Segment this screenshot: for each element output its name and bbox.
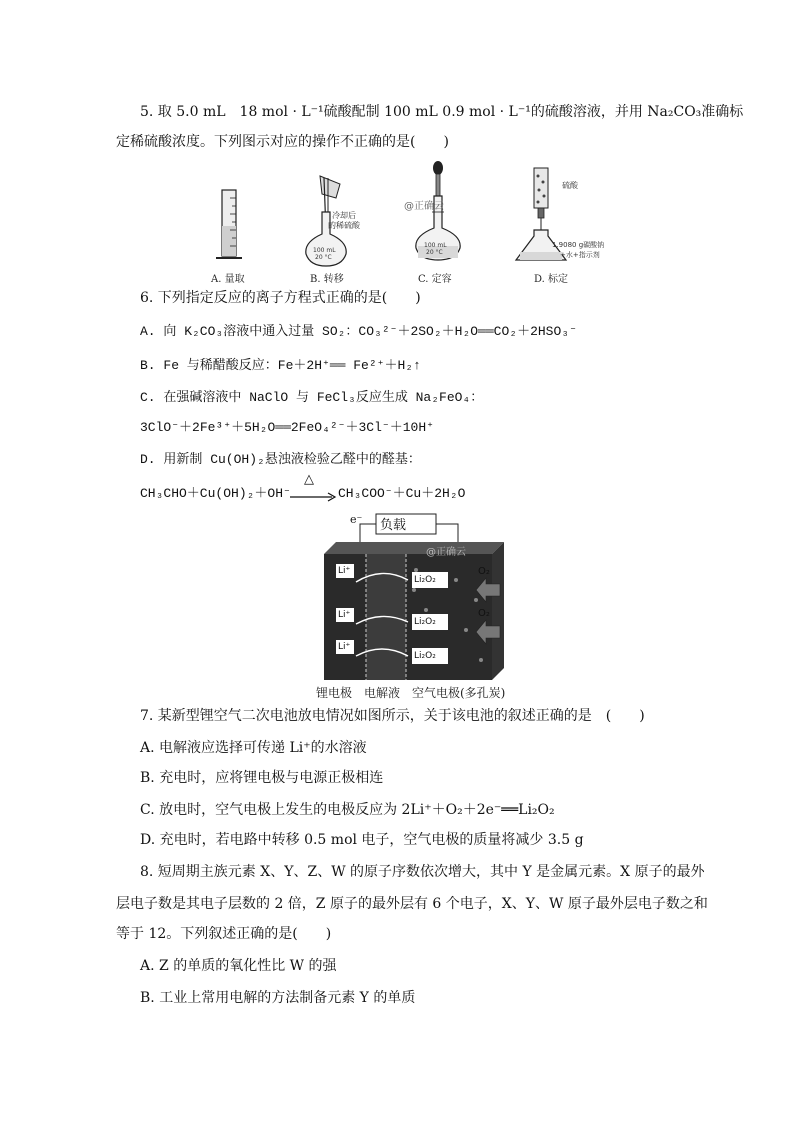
label-cool: 冷却后 — [332, 211, 356, 220]
q7-option-c: C. 放电时，空气电极上发生的电极反应为 2Li⁺＋O₂＋2e⁻══Li₂O₂ — [140, 802, 555, 818]
flask-temp-c: 20 °C — [426, 249, 443, 256]
o2-label-1: O₂ — [478, 566, 490, 577]
q6-option-d-right: CH₃COO⁻＋Cu＋2H₂O — [338, 486, 466, 501]
li2o2-1: Li₂O₂ — [414, 575, 436, 585]
label-air-electrode: 空气电极(多孔炭) — [412, 686, 506, 700]
q6-option-d-left: CH₃CHO＋Cu(OH)₂＋OH⁻ — [140, 486, 291, 501]
q6-option-c: C. 在强碱溶液中 NaClO 与 FeCl₃反应生成 Na₂FeO₄： — [140, 390, 484, 405]
graduated-cylinder-icon — [210, 186, 250, 266]
q8-line1: 8. 短周期主族元素 X、Y、Z、W 的原子序数依次增大，其中 Y 是金属元素。X 原子的最外 — [140, 864, 705, 880]
q6-option-a: A. 向 K₂CO₃溶液中通入过量 SO₂：CO₃²⁻＋2SO₂＋H₂O══CO₂＋2HSO₃⁻ — [140, 324, 577, 339]
load-label: 负载 — [380, 518, 407, 533]
caption-b: B. 转移 — [310, 274, 344, 285]
li-ion-3: Li⁺ — [338, 642, 351, 652]
heat-symbol: △ — [304, 472, 314, 487]
q6-option-b: B. Fe 与稀醋酸反应：Fe＋2H⁺══ Fe²⁺＋H₂↑ — [140, 358, 421, 373]
li2o2-3: Li₂O₂ — [414, 651, 436, 661]
q7-stem: 7. 某新型锂空气二次电池放电情况如图所示，关于该电池的叙述正确的是 ( ) — [140, 708, 645, 724]
flask-temp-b: 20 °C — [315, 254, 332, 261]
q5-line1: 5. 取 5.0 mL 18 mol · L⁻¹硫酸配制 100 mL 0.9 mol · L⁻¹的硫酸溶液，并用 Na₂CO₃准确标 — [140, 104, 744, 120]
o2-label-2: O₂ — [478, 608, 490, 619]
label-electrolyte: 电解液 — [364, 686, 401, 700]
li-ion-2: Li⁺ — [338, 610, 351, 620]
flask-volume-b: 100 mL — [313, 247, 336, 254]
label-lithium-electrode: 锂电极 — [316, 686, 353, 700]
battery-body-icon — [316, 510, 530, 690]
caption-a: A. 量取 — [211, 274, 245, 285]
q6-option-c-equation: 3ClO⁻＋2Fe³⁺＋5H₂O══2FeO₄²⁻＋3Cl⁻＋10H⁺ — [140, 420, 434, 435]
watermark-figure-c: @正确云 — [404, 201, 444, 212]
q7-option-a: A. 电解液应选择可传递 Li⁺的水溶液 — [140, 740, 367, 756]
electron-label: e⁻ — [350, 513, 363, 526]
q6-stem: 6. 下列指定反应的离子方程式正确的是( ) — [140, 290, 421, 306]
q8-option-a: A. Z 的单质的氧化性比 W 的强 — [140, 958, 337, 974]
q8-option-b: B. 工业上常用电解的方法制备元素 Y 的单质 — [140, 990, 416, 1006]
reaction-arrow-icon — [290, 492, 336, 502]
q7-option-b: B. 充电时，应将锂电极与电源正极相连 — [140, 770, 384, 786]
caption-d: D. 标定 — [534, 274, 569, 285]
watermark-battery: @正确云 — [426, 547, 466, 558]
flask-volume-c: 100 mL — [424, 242, 447, 249]
li-ion-1: Li⁺ — [338, 566, 351, 576]
q5-line2: 定稀硫酸浓度。下列图示对应的操作不正确的是( ) — [116, 134, 449, 150]
q7-option-d: D. 充电时，若电路中转移 0.5 mol 电子，空气电极的质量将减少 3.5 g — [140, 832, 584, 848]
q8-line2: 层电子数是其电子层数的 2 倍，Z 原子的最外层有 6 个电子，X、Y、W 原子最外层电子数之和 — [116, 896, 708, 912]
q8-line3: 等于 12。下列叙述正确的是( ) — [116, 926, 332, 942]
label-water-indicator: +水+指示剂 — [560, 251, 600, 259]
caption-c: C. 定容 — [418, 274, 452, 285]
li2o2-2: Li₂O₂ — [414, 617, 436, 627]
label-sulfuric-acid: 硫酸 — [562, 181, 578, 190]
label-sodium-carbonate: 1.9080 g碳酸钠 — [552, 241, 605, 249]
label-dilute-acid: 的稀硫酸 — [328, 221, 360, 230]
q6-option-d: D. 用新制 Cu(OH)₂悬浊液检验乙醛中的醛基： — [140, 452, 421, 467]
